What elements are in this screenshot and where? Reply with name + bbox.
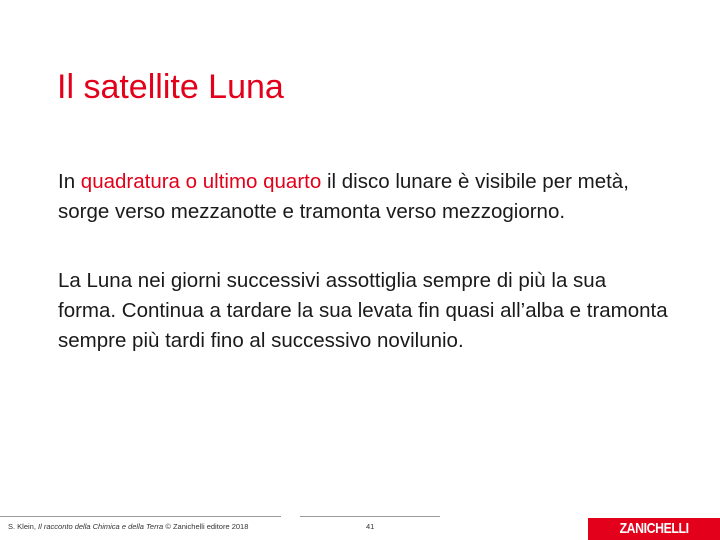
paragraph-text-before: In (58, 170, 81, 193)
slide-title: Il satellite Luna (57, 68, 284, 106)
footer-copyright: © Zanichelli editore 2018 (165, 522, 249, 531)
footer-author: S. Klein, (8, 522, 36, 531)
paragraph-first-quarter (58, 167, 668, 227)
footer-book-title: Il racconto della Chimica e della Terra (38, 522, 164, 531)
footer-credit (8, 522, 248, 531)
footer-divider (0, 516, 281, 517)
publisher-logo-text: ZANICHELLI (619, 520, 689, 537)
paragraph-text-after: il disco lunare è visibile per metà, sorge verso mezzanotte e tramonta verso mezzogiorno. (58, 170, 629, 223)
page-number: 41 (366, 522, 375, 531)
footer-divider-page (300, 516, 440, 517)
paragraph-waning-moon: La Luna nei giorni successivi assottiglia sempre di più la sua forma. Continua a tardare la sua levata fin quasi all’alba e tramonta sempre più tardi fino al successivo novilunio. (58, 269, 668, 352)
highlighted-term: quadratura o ultimo quarto (80, 170, 322, 193)
publisher-logo (588, 518, 720, 540)
